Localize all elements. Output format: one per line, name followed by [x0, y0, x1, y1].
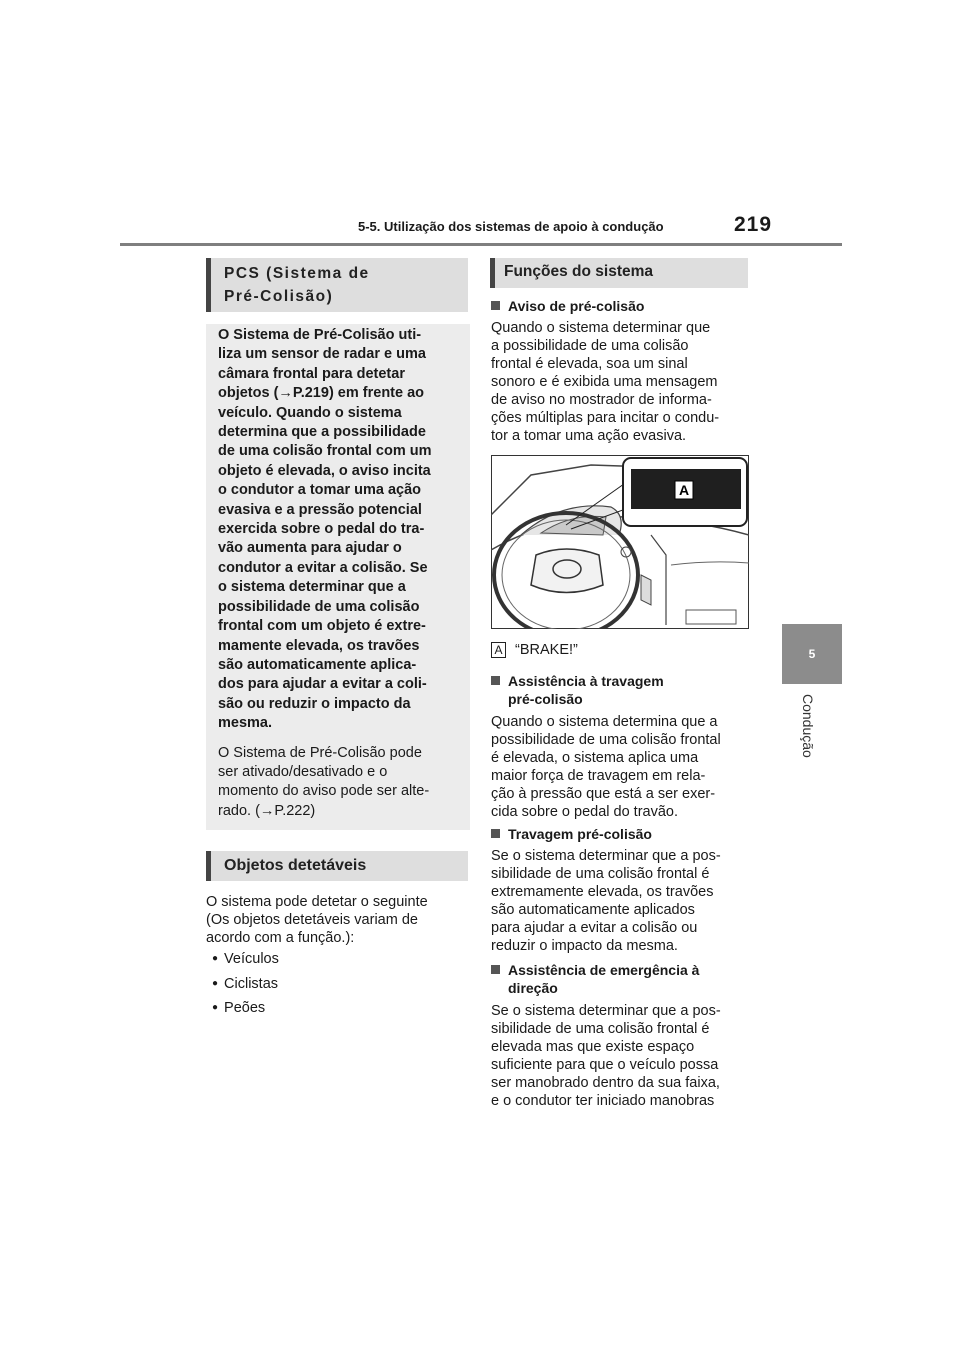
objects-heading: Objetos detetáveis	[206, 851, 468, 881]
steer-line: Se o sistema determinar que a pos-	[491, 1003, 721, 1019]
chapter-label: Condução	[800, 694, 816, 758]
pcs-heading-line2: Pré-Colisão)	[224, 288, 334, 305]
pcs-normal-line: momento do aviso pode ser alte-	[218, 783, 430, 800]
list-item: ● Peões	[212, 997, 279, 1022]
square-bullet-icon	[491, 676, 500, 685]
dashboard-illustration	[491, 455, 749, 629]
section-title: 5-5. Utilização dos sistemas de apoio à condução	[358, 219, 664, 234]
figure-caption: “BRAKE!”	[515, 642, 578, 658]
pcs-bold-line: vão aumenta para ajudar o	[218, 540, 402, 557]
pcs-bold-line: câmara frontal para detetar	[218, 365, 405, 382]
objects-intro-line: acordo com a função.):	[206, 930, 355, 946]
header-rule	[120, 243, 842, 246]
aviso-line: ções múltiplas para incitar o condu-	[491, 410, 720, 426]
pcs-bold-line: objeto é elevada, o aviso incita	[218, 462, 431, 479]
pcs-heading	[206, 258, 468, 312]
pcs-description-box	[206, 324, 470, 830]
steer-title-line2: direção	[508, 980, 558, 996]
aviso-line: tor a tomar uma ação evasiva.	[491, 428, 687, 444]
pcs-bold-line: mamente elevada, os travões	[218, 637, 420, 654]
pcs-bold-line: determina que a possibilidade	[218, 424, 426, 441]
pcs-bold-line: condutor a evitar a colisão. Se	[218, 559, 428, 576]
chapter-tab: 5	[782, 624, 842, 684]
aviso-subheading	[491, 297, 644, 315]
assist-line: possibilidade de uma colisão frontal	[491, 732, 721, 748]
aviso-title: Aviso de pré-colisão	[508, 298, 645, 314]
pcs-bold-line: de uma colisão frontal com um	[218, 443, 432, 460]
brake-line: reduzir o impacto da mesma.	[491, 938, 678, 954]
steer-subheading	[491, 961, 699, 997]
pcs-bold-line: o sistema determinar que a	[218, 579, 406, 596]
brake-line: sibilidade de uma colisão frontal é	[491, 866, 710, 882]
assist-title-line2: pré-colisão	[508, 691, 583, 707]
objects-intro	[206, 893, 428, 947]
square-bullet-icon	[491, 829, 500, 838]
pcs-normal-line: rado. (→P.222)	[218, 802, 316, 819]
assist-subheading	[491, 672, 664, 708]
assist-line: é elevada, o sistema aplica uma	[491, 750, 699, 766]
brake-line: extremamente elevada, os travões	[491, 884, 714, 900]
assist-text	[491, 713, 721, 821]
brake-line: Se o sistema determinar que a pos-	[491, 848, 721, 864]
brake-line: para ajudar a evitar a colisão ou	[491, 920, 698, 936]
aviso-line: a possibilidade de uma colisão	[491, 338, 689, 354]
aviso-line: frontal é elevada, soa um sinal	[491, 356, 688, 372]
pcs-bold-line: evasiva e a pressão potencial	[218, 501, 422, 518]
pcs-bold-line: O Sistema de Pré-Colisão uti-	[218, 327, 422, 343]
callout-label: A	[678, 482, 690, 498]
square-bullet-icon	[491, 965, 500, 974]
pcs-bold-line: veículo. Quando o sistema	[218, 404, 402, 421]
pcs-bold-line: objetos (→P.219) em frente ao	[218, 385, 425, 402]
steer-line: e o condutor ter iniciado manobras	[491, 1093, 715, 1109]
functions-heading: Funções do sistema	[490, 258, 748, 288]
pcs-bold-line: são automaticamente aplica-	[218, 656, 417, 673]
pcs-bold-line: mesma.	[218, 715, 273, 732]
assist-line: Quando o sistema determina que a	[491, 714, 718, 730]
square-bullet-icon	[491, 301, 500, 310]
brake-title: Travagem pré-colisão	[508, 826, 652, 842]
objects-list	[212, 948, 279, 1022]
objects-intro-line: (Os objetos detetáveis variam de	[206, 912, 418, 928]
pcs-bold-line: frontal com um objeto é extre-	[218, 618, 426, 635]
steer-line: sibilidade de uma colisão frontal é	[491, 1021, 710, 1037]
assist-title-line1: Assistência à travagem	[508, 673, 664, 689]
aviso-line: Quando o sistema determinar que	[491, 320, 711, 336]
page-number: 219	[734, 213, 773, 236]
steer-title-line1: Assistência de emergência à	[508, 962, 700, 978]
pcs-normal-line: O Sistema de Pré-Colisão pode	[218, 744, 422, 761]
steer-line: elevada mas que existe espaço	[491, 1039, 695, 1055]
pcs-heading-line1: PCS (Sistema de	[224, 265, 370, 282]
pcs-bold-line: dos para ajudar a evitar a coli-	[218, 676, 427, 693]
pcs-bold-line: são ou reduzir o impacto da	[218, 695, 411, 712]
assist-line: maior força de travagem em rela-	[491, 768, 706, 784]
steer-line: ser manobrado dentro da sua faixa,	[491, 1075, 720, 1091]
aviso-text	[491, 319, 719, 445]
brake-subheading	[491, 825, 652, 843]
steer-text	[491, 1002, 721, 1110]
assist-line: cida sobre o pedal do travão.	[491, 804, 679, 820]
steer-line: suficiente para que o veículo possa	[491, 1057, 719, 1073]
figure-label-a: A	[491, 642, 506, 658]
assist-line: ção à pressão que está a ser exer-	[491, 786, 716, 802]
list-item: ● Ciclistas	[212, 973, 279, 998]
pcs-bold-line: o condutor a tomar uma ação	[218, 482, 422, 499]
pcs-bold-line: exercida sobre o pedal do tra-	[218, 521, 425, 538]
pcs-normal-line: ser ativado/desativado e o	[218, 763, 388, 780]
list-item: ● Veículos	[212, 948, 279, 973]
aviso-line: sonoro e é exibida uma mensagem	[491, 374, 718, 390]
pcs-normal-text	[218, 744, 458, 822]
pcs-bold-line: possibilidade de uma colisão	[218, 598, 420, 615]
brake-line: são automaticamente aplicados	[491, 902, 695, 918]
pcs-bold-text	[218, 326, 458, 734]
objects-intro-line: O sistema pode detetar o seguinte	[206, 894, 428, 910]
aviso-line: de aviso no mostrador de informa-	[491, 392, 712, 408]
pcs-bold-line: liza um sensor de radar e uma	[218, 346, 426, 363]
brake-text	[491, 847, 721, 955]
